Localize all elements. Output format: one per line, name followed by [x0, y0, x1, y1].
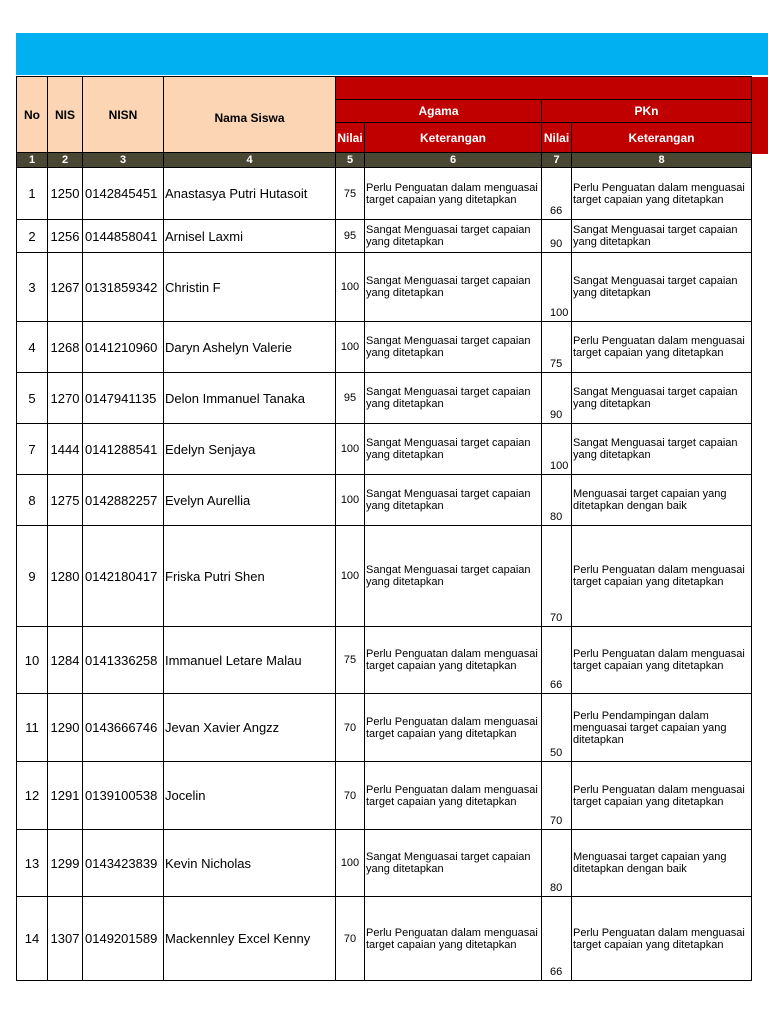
student-no: 1 — [17, 168, 48, 220]
student-no: 3 — [17, 253, 48, 322]
student-name: Jevan Xavier Angzz — [164, 694, 336, 762]
student-no: 11 — [17, 694, 48, 762]
column-number: 6 — [365, 153, 542, 168]
student-nis: 1250 — [48, 168, 83, 220]
keterangan-pkn: Perlu Penguatan dalam menguasai target capaian yang ditetapkan — [572, 322, 752, 373]
nilai-agama: 75 — [336, 168, 365, 220]
student-nis: 1280 — [48, 526, 83, 627]
student-name: Jocelin — [164, 762, 336, 830]
table-row — [17, 168, 752, 220]
student-name: Mackennley Excel Kenny — [164, 897, 336, 981]
nilai-pkn: 66 — [542, 168, 572, 220]
header-pkn: PKn — [542, 100, 752, 123]
nilai-agama: 75 — [336, 627, 365, 694]
column-number: 1 — [17, 153, 48, 168]
student-no: 2 — [17, 220, 48, 253]
student-nis: 1299 — [48, 830, 83, 897]
student-nis: 1256 — [48, 220, 83, 253]
student-nisn: 0143666746 — [83, 694, 164, 762]
student-nisn: 0142180417 — [83, 526, 164, 627]
keterangan-agama: Sangat Menguasai target capaian yang ditetapkan — [365, 830, 542, 897]
header-red-extension — [751, 77, 768, 154]
nilai-agama: 95 — [336, 220, 365, 253]
student-nis: 1267 — [48, 253, 83, 322]
header-agama: Agama — [336, 100, 542, 123]
nilai-pkn: 75 — [542, 322, 572, 373]
student-no: 9 — [17, 526, 48, 627]
keterangan-agama: Sangat Menguasai target capaian yang ditetapkan — [365, 220, 542, 253]
nilai-agama: 70 — [336, 762, 365, 830]
student-nis: 1268 — [48, 322, 83, 373]
nilai-agama: 100 — [336, 424, 365, 475]
nilai-pkn: 70 — [542, 526, 572, 627]
top-banner — [16, 33, 768, 75]
table-row — [17, 762, 752, 830]
table-row — [17, 627, 752, 694]
keterangan-agama: Sangat Menguasai target capaian yang ditetapkan — [365, 253, 542, 322]
keterangan-agama: Sangat Menguasai target capaian yang ditetapkan — [365, 475, 542, 526]
table-row — [17, 220, 752, 253]
student-no: 5 — [17, 373, 48, 424]
student-nisn: 0139100538 — [83, 762, 164, 830]
student-nisn: 0144858041 — [83, 220, 164, 253]
student-nisn: 0142845451 — [83, 168, 164, 220]
student-nisn: 0131859342 — [83, 253, 164, 322]
nilai-agama: 70 — [336, 897, 365, 981]
keterangan-agama: Perlu Penguatan dalam menguasai target capaian yang ditetapkan — [365, 762, 542, 830]
header-red-band — [336, 77, 752, 100]
student-name: Daryn Ashelyn Valerie — [164, 322, 336, 373]
student-name: Delon Immanuel Tanaka — [164, 373, 336, 424]
table-row — [17, 475, 752, 526]
nilai-agama: 95 — [336, 373, 365, 424]
column-number: 2 — [48, 153, 83, 168]
table-body — [17, 168, 752, 981]
nilai-pkn: 66 — [542, 897, 572, 981]
nilai-pkn: 90 — [542, 373, 572, 424]
nilai-pkn: 66 — [542, 627, 572, 694]
header-keterangan-pkn: Keterangan — [572, 123, 752, 153]
column-number: 5 — [336, 153, 365, 168]
keterangan-pkn: Menguasai target capaian yang ditetapkan dengan baik — [572, 830, 752, 897]
header-no: No — [17, 77, 48, 153]
keterangan-agama: Sangat Menguasai target capaian yang ditetapkan — [365, 373, 542, 424]
column-number: 3 — [83, 153, 164, 168]
student-no: 8 — [17, 475, 48, 526]
keterangan-pkn: Perlu Penguatan dalam menguasai target capaian yang ditetapkan — [572, 762, 752, 830]
column-number: 8 — [572, 153, 752, 168]
header-nama-siswa: Nama Siswa — [164, 77, 336, 153]
table-row — [17, 830, 752, 897]
grades-table — [16, 76, 752, 981]
table-row — [17, 526, 752, 627]
student-name: Edelyn Senjaya — [164, 424, 336, 475]
student-name: Kevin Nicholas — [164, 830, 336, 897]
nilai-pkn: 100 — [542, 424, 572, 475]
keterangan-pkn: Perlu Penguatan dalam menguasai target capaian yang ditetapkan — [572, 897, 752, 981]
keterangan-agama: Perlu Penguatan dalam menguasai target capaian yang ditetapkan — [365, 627, 542, 694]
student-no: 13 — [17, 830, 48, 897]
keterangan-agama: Sangat Menguasai target capaian yang ditetapkan — [365, 424, 542, 475]
student-name: Friska Putri Shen — [164, 526, 336, 627]
student-nis: 1307 — [48, 897, 83, 981]
student-no: 14 — [17, 897, 48, 981]
header-nis: NIS — [48, 77, 83, 153]
header-nilai-agama: Nilai — [336, 123, 365, 153]
student-nis: 1291 — [48, 762, 83, 830]
nilai-pkn: 70 — [542, 762, 572, 830]
keterangan-agama: Sangat Menguasai target capaian yang ditetapkan — [365, 322, 542, 373]
table-row — [17, 897, 752, 981]
table-row — [17, 424, 752, 475]
column-number: 4 — [164, 153, 336, 168]
student-no: 7 — [17, 424, 48, 475]
student-name: Anastasya Putri Hutasoit — [164, 168, 336, 220]
student-nisn: 0141288541 — [83, 424, 164, 475]
keterangan-pkn: Sangat Menguasai target capaian yang ditetapkan — [572, 373, 752, 424]
keterangan-agama: Perlu Penguatan dalam menguasai target capaian yang ditetapkan — [365, 897, 542, 981]
keterangan-pkn: Perlu Penguatan dalam menguasai target capaian yang ditetapkan — [572, 526, 752, 627]
keterangan-pkn: Perlu Penguatan dalam menguasai target capaian yang ditetapkan — [572, 168, 752, 220]
student-nis: 1284 — [48, 627, 83, 694]
student-nisn: 0149201589 — [83, 897, 164, 981]
nilai-pkn: 80 — [542, 475, 572, 526]
student-nisn: 0143423839 — [83, 830, 164, 897]
student-name: Christin F — [164, 253, 336, 322]
student-nisn: 0141336258 — [83, 627, 164, 694]
keterangan-pkn: Menguasai target capaian yang ditetapkan dengan baik — [572, 475, 752, 526]
nilai-agama: 100 — [336, 526, 365, 627]
student-nis: 1275 — [48, 475, 83, 526]
table-row — [17, 322, 752, 373]
nilai-pkn: 50 — [542, 694, 572, 762]
keterangan-agama: Sangat Menguasai target capaian yang ditetapkan — [365, 526, 542, 627]
table-row — [17, 373, 752, 424]
column-number: 7 — [542, 153, 572, 168]
nilai-agama: 100 — [336, 253, 365, 322]
nilai-pkn: 80 — [542, 830, 572, 897]
nilai-pkn: 100 — [542, 253, 572, 322]
student-nis: 1270 — [48, 373, 83, 424]
keterangan-pkn: Perlu Pendampingan dalam menguasai target capaian yang ditetapkan — [572, 694, 752, 762]
nilai-agama: 100 — [336, 830, 365, 897]
student-name: Arnisel Laxmi — [164, 220, 336, 253]
keterangan-pkn: Sangat Menguasai target capaian yang ditetapkan — [572, 220, 752, 253]
keterangan-agama: Perlu Penguatan dalam menguasai target capaian yang ditetapkan — [365, 168, 542, 220]
student-name: Evelyn Aurellia — [164, 475, 336, 526]
nilai-agama: 70 — [336, 694, 365, 762]
nilai-agama: 100 — [336, 322, 365, 373]
student-nis: 1290 — [48, 694, 83, 762]
keterangan-pkn: Perlu Penguatan dalam menguasai target capaian yang ditetapkan — [572, 627, 752, 694]
student-nisn: 0141210960 — [83, 322, 164, 373]
student-nisn: 0147941135 — [83, 373, 164, 424]
table-row — [17, 694, 752, 762]
header-nilai-pkn: Nilai — [542, 123, 572, 153]
header-keterangan-agama: Keterangan — [365, 123, 542, 153]
student-no: 4 — [17, 322, 48, 373]
student-name: Immanuel Letare Malau — [164, 627, 336, 694]
nilai-pkn: 90 — [542, 220, 572, 253]
student-nis: 1444 — [48, 424, 83, 475]
header-nisn: NISN — [83, 77, 164, 153]
student-no: 12 — [17, 762, 48, 830]
student-nisn: 0142882257 — [83, 475, 164, 526]
keterangan-pkn: Sangat Menguasai target capaian yang ditetapkan — [572, 253, 752, 322]
keterangan-agama: Perlu Penguatan dalam menguasai target capaian yang ditetapkan — [365, 694, 542, 762]
table-row — [17, 253, 752, 322]
keterangan-pkn: Sangat Menguasai target capaian yang ditetapkan — [572, 424, 752, 475]
student-no: 10 — [17, 627, 48, 694]
nilai-agama: 100 — [336, 475, 365, 526]
